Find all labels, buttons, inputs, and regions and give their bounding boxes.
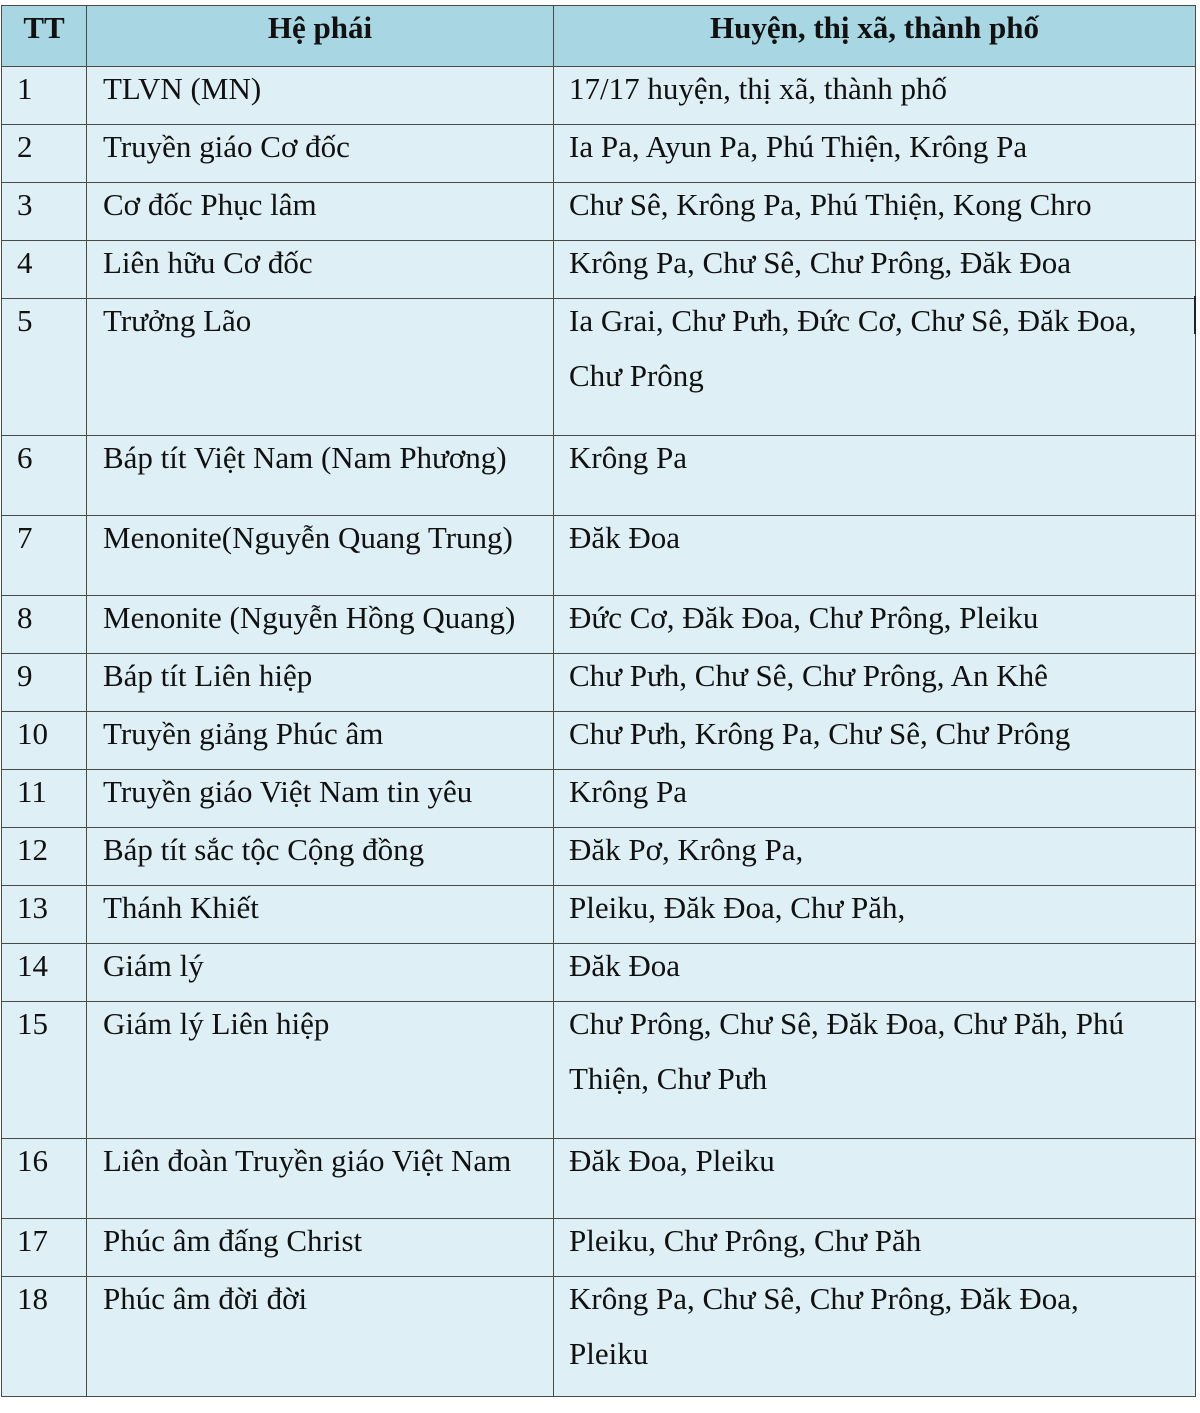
cell-tt bbox=[2, 1002, 87, 1139]
cell-tt-text: 5 bbox=[17, 303, 33, 338]
cell-tt bbox=[2, 596, 87, 654]
cell-huyen bbox=[554, 67, 1196, 125]
cell-he-phai-text: Báp tít Liên hiệp bbox=[103, 658, 313, 693]
cell-he-phai-text: Giám lý bbox=[103, 948, 204, 983]
cell-tt bbox=[2, 1139, 87, 1219]
cell-huyen bbox=[554, 828, 1196, 886]
cell-he-phai bbox=[87, 1139, 554, 1219]
table-container bbox=[1, 5, 1195, 1397]
cell-tt-text: 7 bbox=[17, 520, 33, 555]
cell-tt-text: 1 bbox=[17, 71, 33, 106]
table-row bbox=[2, 516, 1196, 596]
cell-tt-text: 4 bbox=[17, 245, 33, 280]
table-header-row bbox=[2, 6, 1196, 67]
cell-he-phai-text: Giám lý Liên hiệp bbox=[103, 1006, 330, 1041]
cell-he-phai-text: TLVN (MN) bbox=[103, 71, 262, 106]
cell-huyen-text: Pleiku, Chư Prông, Chư Păh bbox=[569, 1223, 922, 1258]
cell-tt bbox=[2, 241, 87, 299]
cell-he-phai-text: Liên hữu Cơ đốc bbox=[103, 245, 313, 280]
table-row bbox=[2, 944, 1196, 1002]
cell-he-phai-text: Cơ đốc Phục lâm bbox=[103, 187, 317, 222]
cell-he-phai-text: Phúc âm đấng Christ bbox=[103, 1223, 363, 1258]
cell-tt-text: 3 bbox=[17, 187, 33, 222]
cell-huyen-text: Đăk Đoa, Pleiku bbox=[569, 1143, 775, 1178]
cell-huyen bbox=[554, 770, 1196, 828]
cell-he-phai-text: Liên đoàn Truyền giáo Việt Nam bbox=[103, 1143, 512, 1178]
cell-tt bbox=[2, 299, 87, 436]
cell-he-phai bbox=[87, 654, 554, 712]
cell-he-phai bbox=[87, 436, 554, 516]
he-phai-table bbox=[1, 5, 1196, 1397]
cell-tt-text: 9 bbox=[17, 658, 33, 693]
cell-huyen bbox=[554, 1219, 1196, 1277]
header-he-phai: Hệ phái bbox=[87, 6, 554, 67]
cell-huyen bbox=[554, 183, 1196, 241]
cell-tt-text: 6 bbox=[17, 440, 33, 475]
cell-he-phai bbox=[87, 1219, 554, 1277]
cell-he-phai-text: Truyền giáo Cơ đốc bbox=[103, 129, 350, 164]
cell-tt bbox=[2, 125, 87, 183]
cell-huyen bbox=[554, 944, 1196, 1002]
cell-tt bbox=[2, 1219, 87, 1277]
cell-huyen-text: Chư Pưh, Chư Sê, Chư Prông, An Khê bbox=[569, 658, 1048, 693]
cell-tt bbox=[2, 886, 87, 944]
table-row bbox=[2, 1139, 1196, 1219]
cell-tt-text: 15 bbox=[17, 1006, 48, 1041]
cell-tt bbox=[2, 654, 87, 712]
cell-huyen-text: Đức Cơ, Đăk Đoa, Chư Prông, Pleiku bbox=[569, 600, 1039, 635]
cell-huyen-text: 17/17 huyện, thị xã, thành phố bbox=[569, 71, 947, 106]
cell-tt-text: 2 bbox=[17, 129, 33, 164]
cell-he-phai bbox=[87, 1002, 554, 1139]
cell-he-phai bbox=[87, 299, 554, 436]
cell-he-phai-text: Menonite (Nguyễn Hồng Quang) bbox=[103, 600, 516, 635]
cell-he-phai bbox=[87, 596, 554, 654]
header-tt: TT bbox=[2, 6, 87, 67]
cell-tt bbox=[2, 516, 87, 596]
cell-tt bbox=[2, 770, 87, 828]
cell-he-phai-text: Truyền giáo Việt Nam tin yêu bbox=[103, 774, 473, 809]
cell-tt bbox=[2, 183, 87, 241]
cell-tt-text: 18 bbox=[17, 1281, 48, 1316]
cell-huyen-text: Pleiku, Đăk Đoa, Chư Păh, bbox=[569, 890, 906, 925]
cell-he-phai-text: Truyền giảng Phúc âm bbox=[103, 716, 384, 751]
cell-he-phai bbox=[87, 770, 554, 828]
cell-he-phai bbox=[87, 828, 554, 886]
cell-tt-text: 12 bbox=[17, 832, 48, 867]
cell-huyen-text: Krông Pa, Chư Sê, Chư Prông, Đăk Đoa bbox=[569, 245, 1072, 280]
cell-huyen-text: Đăk Pơ, Krông Pa, bbox=[569, 832, 804, 867]
cell-tt bbox=[2, 828, 87, 886]
cell-huyen-text: Ia Pa, Ayun Pa, Phú Thiện, Krông Pa bbox=[569, 129, 1028, 164]
cell-he-phai-text: Thánh Khiết bbox=[103, 890, 259, 925]
table-row bbox=[2, 299, 1196, 436]
cell-huyen bbox=[554, 125, 1196, 183]
cell-huyen-text: Ia Grai, Chư Pưh, Đức Cơ, Chư Sê, Đăk Đoa, bbox=[569, 303, 1137, 338]
table-row bbox=[2, 241, 1196, 299]
cell-tt-text: 16 bbox=[17, 1143, 48, 1178]
table-row bbox=[2, 770, 1196, 828]
cell-huyen bbox=[554, 241, 1196, 299]
table-row bbox=[2, 596, 1196, 654]
cell-he-phai bbox=[87, 712, 554, 770]
cell-huyen bbox=[554, 1139, 1196, 1219]
cell-tt bbox=[2, 944, 87, 1002]
table-row bbox=[2, 436, 1196, 516]
cell-he-phai bbox=[87, 67, 554, 125]
cell-huyen bbox=[554, 1277, 1196, 1397]
table-row bbox=[2, 886, 1196, 944]
cell-tt bbox=[2, 436, 87, 516]
cell-tt bbox=[2, 1277, 87, 1397]
cell-huyen bbox=[554, 516, 1196, 596]
cell-he-phai bbox=[87, 1277, 554, 1397]
cell-tt bbox=[2, 67, 87, 125]
table-row bbox=[2, 1277, 1196, 1397]
table-row bbox=[2, 1002, 1196, 1139]
table-body bbox=[2, 67, 1196, 1397]
cell-huyen bbox=[554, 712, 1196, 770]
cell-huyen-text: Đăk Đoa bbox=[569, 520, 681, 555]
cell-he-phai bbox=[87, 886, 554, 944]
table-row bbox=[2, 712, 1196, 770]
text-cursor-marker bbox=[1194, 296, 1196, 334]
cell-huyen-text: Krông Pa, Chư Sê, Chư Prông, Đăk Đoa, bbox=[569, 1281, 1079, 1316]
cell-huyen-continuation: Thiện, Chư Pưh bbox=[569, 1061, 768, 1096]
cell-he-phai bbox=[87, 516, 554, 596]
cell-tt-text: 14 bbox=[17, 948, 48, 983]
cell-huyen-text: Đăk Đoa bbox=[569, 948, 681, 983]
cell-huyen-continuation: Chư Prông bbox=[569, 358, 704, 393]
table-row bbox=[2, 125, 1196, 183]
cell-huyen bbox=[554, 436, 1196, 516]
table-row bbox=[2, 1219, 1196, 1277]
cell-tt-text: 8 bbox=[17, 600, 33, 635]
cell-huyen-text: Chư Sê, Krông Pa, Phú Thiện, Kong Chro bbox=[569, 187, 1092, 222]
table-row bbox=[2, 828, 1196, 886]
cell-he-phai bbox=[87, 241, 554, 299]
cell-huyen bbox=[554, 886, 1196, 944]
cell-huyen-text: Chư Pưh, Krông Pa, Chư Sê, Chư Prông bbox=[569, 716, 1071, 751]
cell-huyen bbox=[554, 596, 1196, 654]
cell-tt-text: 13 bbox=[17, 890, 48, 925]
header-huyen: Huyện, thị xã, thành phố bbox=[554, 6, 1196, 67]
table-row bbox=[2, 183, 1196, 241]
cell-he-phai bbox=[87, 944, 554, 1002]
table-row bbox=[2, 654, 1196, 712]
table-row bbox=[2, 67, 1196, 125]
cell-tt-text: 11 bbox=[17, 774, 47, 809]
cell-tt bbox=[2, 712, 87, 770]
cell-he-phai bbox=[87, 183, 554, 241]
cell-tt-text: 10 bbox=[17, 716, 48, 751]
cell-huyen bbox=[554, 654, 1196, 712]
cell-huyen bbox=[554, 1002, 1196, 1139]
cell-huyen-text: Krông Pa bbox=[569, 440, 687, 475]
cell-huyen-continuation: Pleiku bbox=[569, 1336, 649, 1371]
cell-he-phai-text: Phúc âm đời đời bbox=[103, 1281, 308, 1316]
cell-he-phai-text: Báp tít Việt Nam (Nam Phương) bbox=[103, 440, 507, 475]
cell-he-phai-text: Trưởng Lão bbox=[103, 303, 252, 338]
cell-tt-text: 17 bbox=[17, 1223, 48, 1258]
cell-huyen-text: Chư Prông, Chư Sê, Đăk Đoa, Chư Păh, Phú bbox=[569, 1006, 1125, 1041]
cell-huyen bbox=[554, 299, 1196, 436]
cell-he-phai-text: Menonite(Nguyễn Quang Trung) bbox=[103, 520, 513, 555]
cell-he-phai-text: Báp tít sắc tộc Cộng đồng bbox=[103, 832, 425, 867]
cell-huyen-text: Krông Pa bbox=[569, 774, 687, 809]
cell-he-phai bbox=[87, 125, 554, 183]
